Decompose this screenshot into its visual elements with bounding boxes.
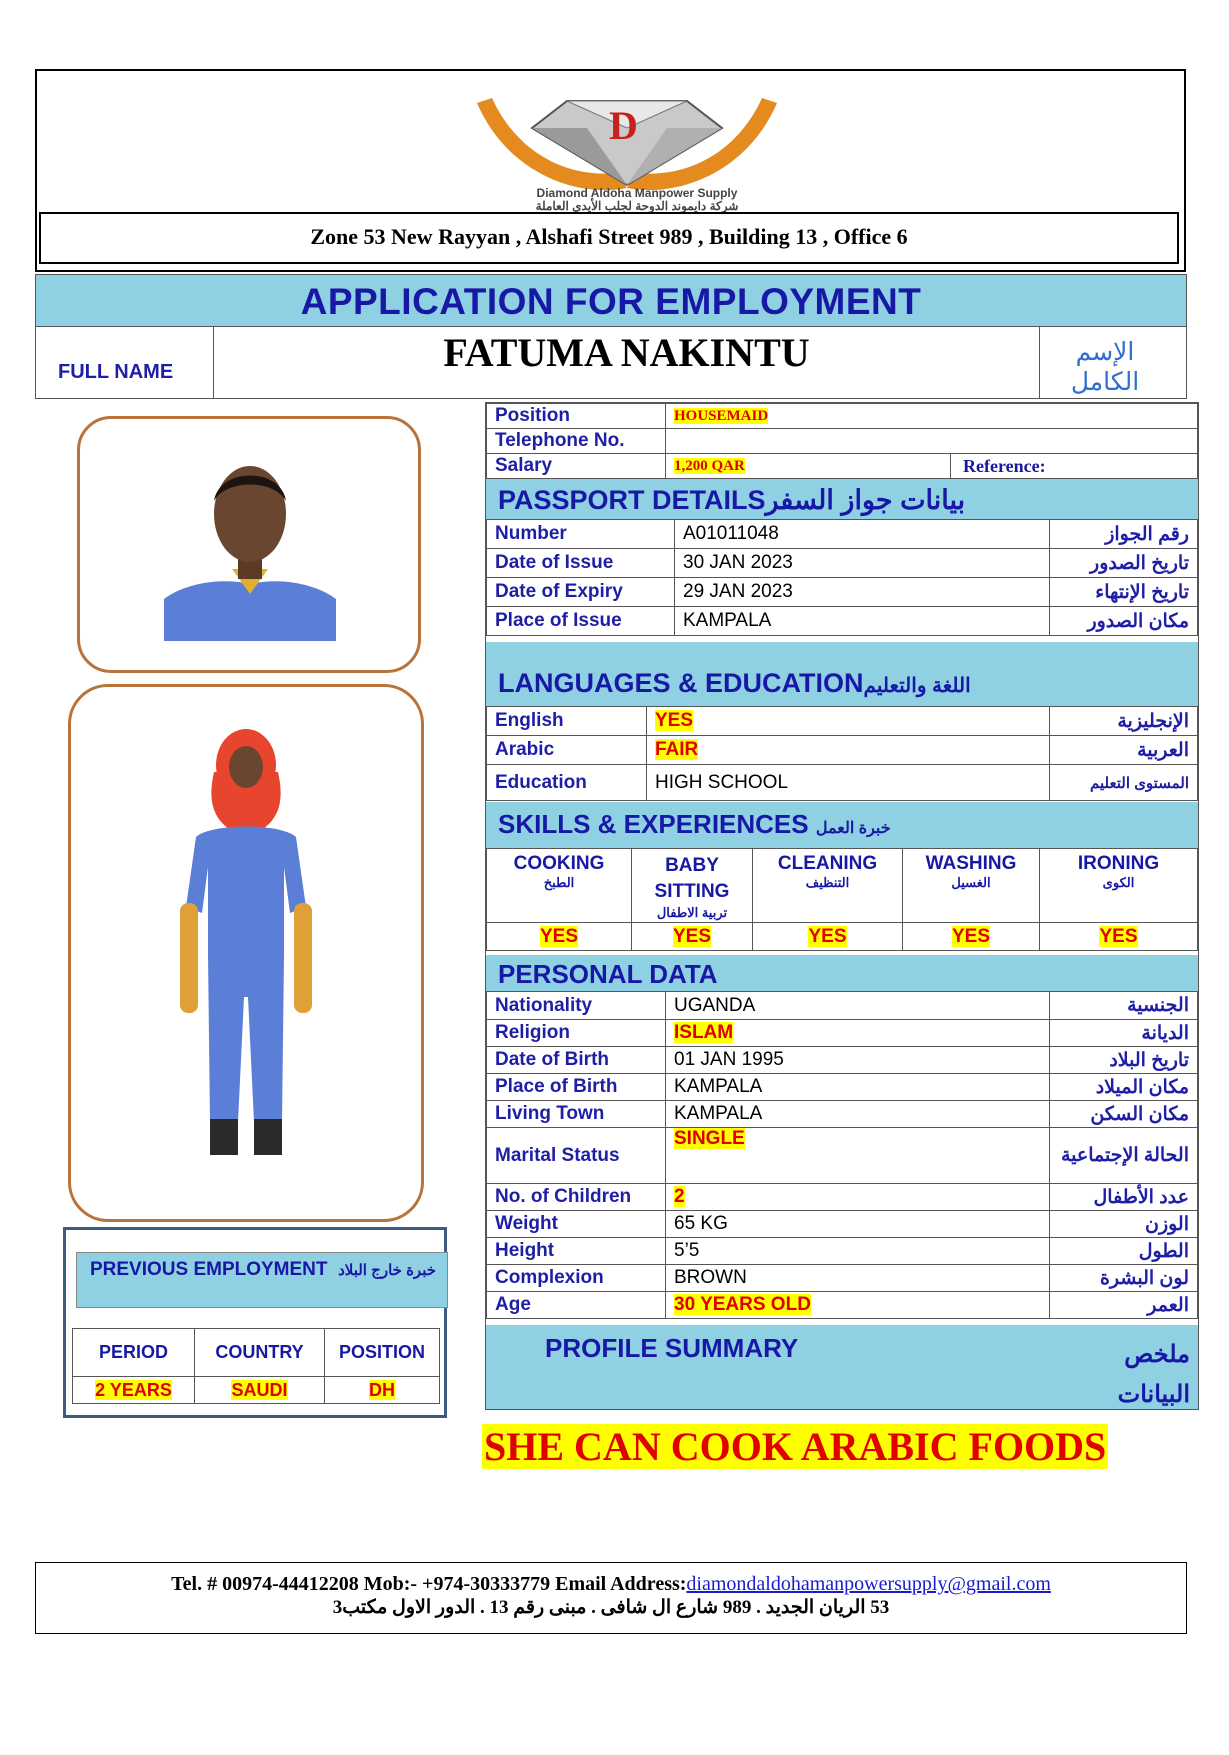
- baby-sitting-value: YES: [672, 925, 712, 947]
- place-of-issue-ar: مكان الصدور: [1050, 607, 1198, 636]
- page-title: APPLICATION FOR EMPLOYMENT: [35, 274, 1187, 327]
- footer-email-link[interactable]: diamondaldohamanpowersupply@gmail.com: [686, 1573, 1051, 1595]
- job-table: [486, 403, 1198, 479]
- living-town-ar: مكان السكن: [1050, 1101, 1198, 1128]
- skills-heading: SKILLS & EXPERIENCES خبرة العمل: [486, 802, 1198, 848]
- weight-value: 65 KG: [666, 1211, 1050, 1238]
- headshot-frame: [77, 416, 421, 673]
- position-value: DH: [369, 1379, 395, 1400]
- telephone-value: [666, 429, 1198, 454]
- living-town-value: KAMPALA: [666, 1101, 1050, 1128]
- skill-ironing: IRONING الكوى: [1040, 849, 1198, 923]
- nationality-value: UGANDA: [666, 992, 1050, 1020]
- children-label: No. of Children: [487, 1184, 666, 1211]
- footer-contact: Tel. # 00974-44412208 Mob:- +974-30333779 Email Address:diamondaldohamanpowersupply@gmail.com: [171, 1573, 1051, 1595]
- personal-heading: PERSONAL DATA: [486, 955, 1198, 991]
- country-value: SAUDI: [231, 1379, 288, 1400]
- english-ar: الإنجليزية: [1050, 707, 1198, 736]
- date-of-issue-value: 30 JAN 2023: [675, 549, 1050, 578]
- passport-heading-ar: بيانات جواز السفر: [765, 485, 966, 515]
- details-panel: [485, 402, 1199, 1410]
- marital-status-ar: الحالة الإجتماعية: [1050, 1128, 1198, 1184]
- pob-label: Place of Birth: [487, 1074, 666, 1101]
- religion-ar: الديانة: [1050, 1020, 1198, 1047]
- position-value: HOUSEMAID: [674, 408, 769, 424]
- nationality-label: Nationality: [487, 992, 666, 1020]
- profile-summary-heading: PROFILE SUMMARY: [545, 1333, 799, 1363]
- footer-address-ar: 53 الريان الجديد . 989 شارع ال شافى . مبنى رقم 13 . الدور الاول مكتب3: [332, 1597, 890, 1618]
- english-value: YES: [655, 710, 694, 731]
- passport-number-value: A01011048: [675, 520, 1050, 549]
- marital-status-label: Marital Status: [487, 1128, 666, 1184]
- languages-heading-ar: اللغة والتعليم: [863, 675, 971, 697]
- arabic-label: Arabic: [487, 736, 647, 765]
- col-period: PERIOD: [73, 1329, 195, 1377]
- education-ar: المستوى التعليم: [1050, 765, 1198, 801]
- passport-number-ar: رقم الجواز: [1050, 520, 1198, 549]
- height-value: 5’5: [666, 1238, 1050, 1265]
- children-ar: عدد الأطفال: [1050, 1184, 1198, 1211]
- education-label: Education: [487, 765, 647, 801]
- living-town-label: Living Town: [487, 1101, 666, 1128]
- children-value: 2: [674, 1186, 685, 1207]
- profile-summary-heading-ar: ملخص البيانات: [1117, 1341, 1190, 1408]
- dob-value: 01 JAN 1995: [666, 1047, 1050, 1074]
- skills-heading-ar: خبرة العمل: [815, 820, 891, 837]
- svg-text:D: D: [609, 103, 638, 148]
- complexion-value: BROWN: [666, 1265, 1050, 1292]
- date-of-issue-ar: تاريخ الصدور: [1050, 549, 1198, 578]
- languages-heading: LANGUAGES & EDUCATIONاللغة والتعليم: [486, 642, 1198, 706]
- headshot-photo: [164, 459, 336, 641]
- english-label: English: [487, 707, 647, 736]
- education-value: HIGH SCHOOL: [647, 765, 1050, 801]
- personal-table: [486, 991, 1198, 1319]
- cleaning-value: YES: [808, 925, 847, 947]
- previous-employment-heading: PREVIOUS EMPLOYMENT خبرة خارج البلاد: [89, 1259, 437, 1280]
- height-ar: الطول: [1050, 1238, 1198, 1265]
- salary-label: Salary: [487, 454, 666, 479]
- arabic-ar: العربية: [1050, 736, 1198, 765]
- pob-ar: مكان الميلاد: [1050, 1074, 1198, 1101]
- cooking-value: YES: [539, 925, 579, 947]
- reference-label: Reference:: [951, 454, 1198, 479]
- previous-employment-table: [72, 1328, 440, 1404]
- full-body-photo: [166, 727, 326, 1167]
- full-name-label-ar: الإسم الكامل: [1070, 338, 1140, 396]
- place-of-issue-label: Place of Issue: [487, 607, 675, 636]
- complexion-ar: لون البشرة: [1050, 1265, 1198, 1292]
- age-value: 30 YEARS OLD: [674, 1294, 811, 1315]
- skills-table: [486, 848, 1198, 951]
- company-name: Diamond Aldoha Manpower Supply: [536, 186, 738, 200]
- footer-box: [35, 1562, 1187, 1634]
- previous-employment-header: [76, 1252, 448, 1308]
- company-name-ar: شركة دايموند الدوحة لجلب الأيدي العاملة: [535, 199, 739, 213]
- passport-table: [486, 519, 1198, 636]
- header-box: [35, 69, 1186, 272]
- passport-number-label: Number: [487, 520, 675, 549]
- col-country: COUNTRY: [195, 1329, 325, 1377]
- skill-cooking: COOKING الطبخ: [487, 849, 632, 923]
- telephone-label: Telephone No.: [487, 429, 666, 454]
- full-name-value: FATUMA NAKINTU: [443, 330, 810, 375]
- skill-cleaning: CLEANING التنظيف: [753, 849, 903, 923]
- skill-baby-sitting: BABY SITTING تربية الاطفال: [632, 849, 753, 923]
- date-of-expiry-value: 29 JAN 2023: [675, 578, 1050, 607]
- complexion-label: Complexion: [487, 1265, 666, 1292]
- previous-employment-heading-ar: خبرة خارج البلاد: [338, 1262, 437, 1279]
- profile-summary-box: [486, 1325, 1198, 1409]
- height-label: Height: [487, 1238, 666, 1265]
- passport-heading: PASSPORT DETAILSبيانات جواز السفر: [486, 479, 1198, 519]
- washing-value: YES: [951, 925, 991, 947]
- religion-label: Religion: [487, 1020, 666, 1047]
- date-of-expiry-ar: تاريخ الإنتهاء: [1050, 578, 1198, 607]
- company-address: Zone 53 New Rayyan , Alshafi Street 989 , Building 13 , Office 6: [39, 212, 1179, 264]
- arabic-value: FAIR: [655, 739, 699, 760]
- previous-employment-box: [63, 1227, 447, 1418]
- col-position: POSITION: [325, 1329, 440, 1377]
- full-name-label: FULL NAME: [58, 361, 174, 383]
- skill-washing: WASHING الغسيل: [903, 849, 1040, 923]
- pob-value: KAMPALA: [666, 1074, 1050, 1101]
- profile-summary-text: SHE CAN COOK ARABIC FOODS: [484, 1424, 1107, 1469]
- weight-label: Weight: [487, 1211, 666, 1238]
- age-ar: العمر: [1050, 1292, 1198, 1319]
- full-body-frame: [68, 684, 424, 1222]
- religion-value: ISLAM: [674, 1022, 734, 1043]
- ironing-value: YES: [1099, 925, 1138, 947]
- date-of-expiry-label: Date of Expiry: [487, 578, 675, 607]
- full-name-row: [35, 327, 1187, 399]
- marital-status-value: SINGLE: [674, 1128, 745, 1149]
- languages-table: [486, 706, 1198, 801]
- place-of-issue-value: KAMPALA: [675, 607, 1050, 636]
- weight-ar: الوزن: [1050, 1211, 1198, 1238]
- date-of-issue-label: Date of Issue: [487, 549, 675, 578]
- position-label: Position: [487, 404, 666, 429]
- period-value: 2 YEARS: [95, 1379, 172, 1400]
- age-label: Age: [487, 1292, 666, 1319]
- nationality-ar: الجنسية: [1050, 992, 1198, 1020]
- dob-label: Date of Birth: [487, 1047, 666, 1074]
- salary-value: 1,200 QAR: [674, 458, 745, 474]
- dob-ar: تاريخ البلاد: [1050, 1047, 1198, 1074]
